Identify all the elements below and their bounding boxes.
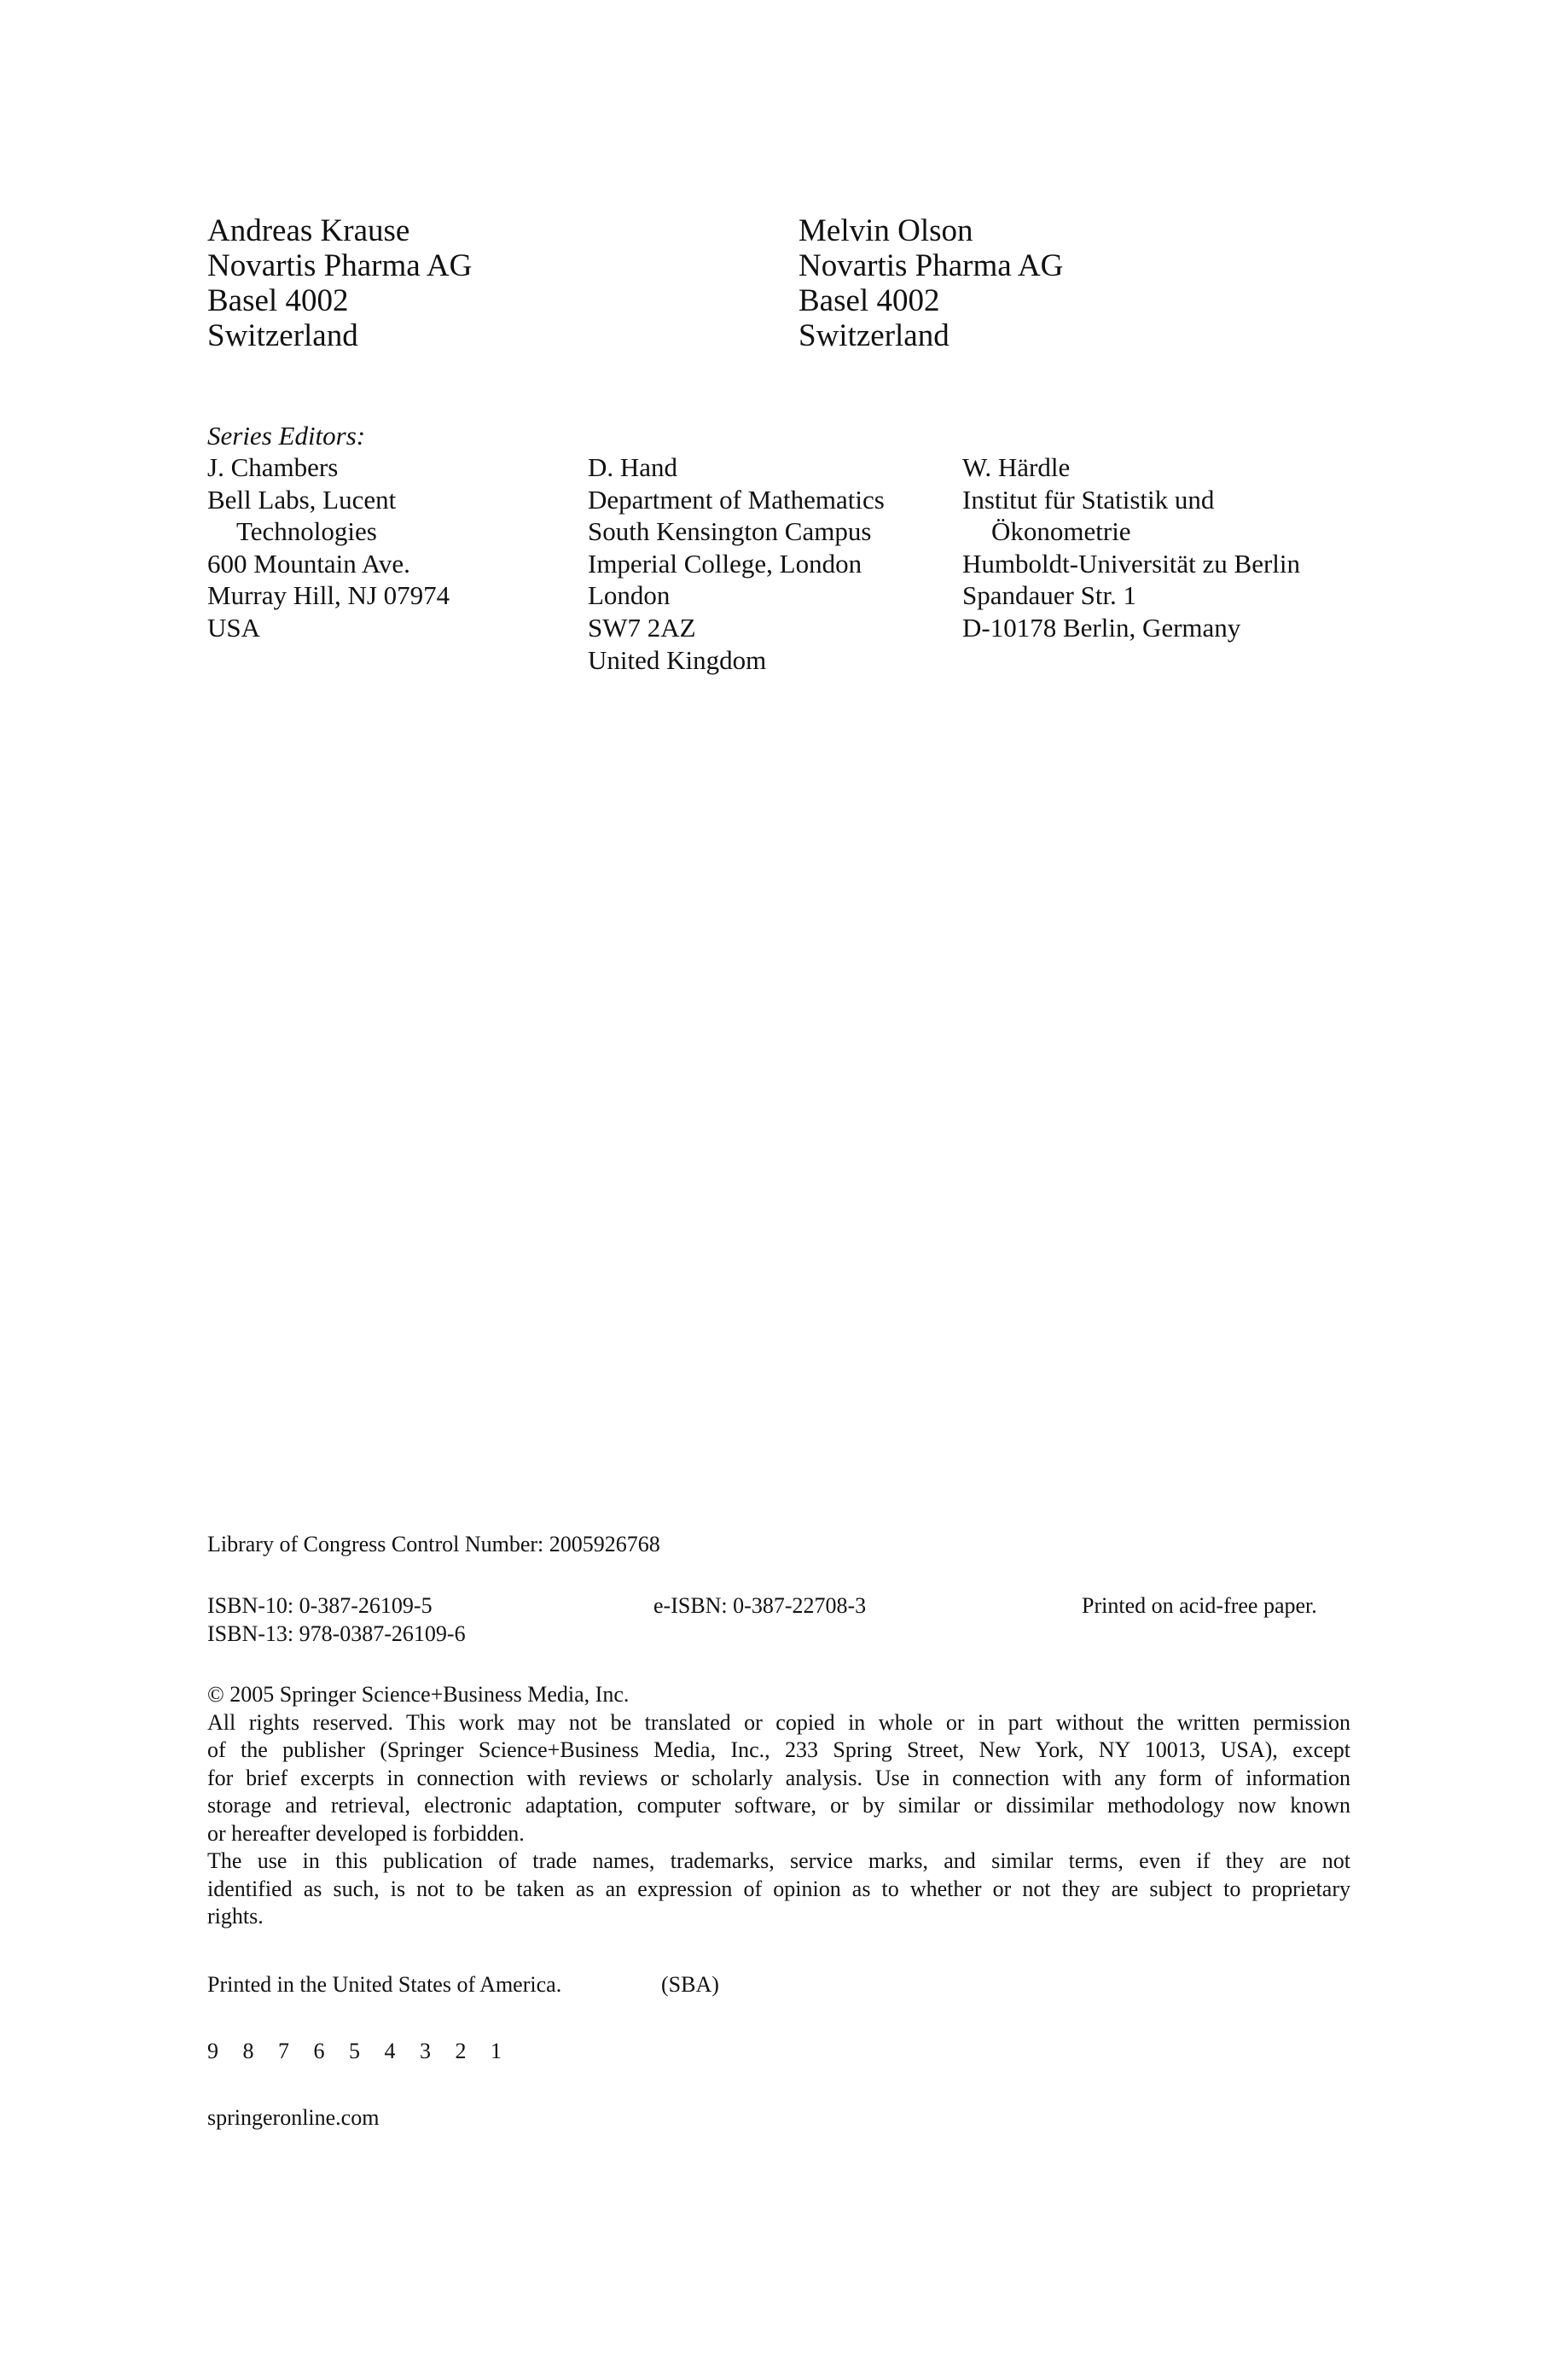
printer-code: (SBA) bbox=[661, 1972, 719, 1997]
editor-line: Imperial College, London bbox=[588, 548, 862, 579]
author-city: Basel 4002 bbox=[799, 283, 940, 318]
editor-line: Department of Mathematics bbox=[588, 484, 885, 515]
library-of-congress-number: Library of Congress Control Number: 2005926768 bbox=[207, 1532, 660, 1556]
trademark-line: rights. bbox=[207, 1904, 264, 1929]
editor-block-hand bbox=[588, 451, 885, 676]
editor-line: SW7 2AZ bbox=[588, 612, 696, 643]
editor-line: 600 Mountain Ave. bbox=[207, 548, 410, 579]
author-city: Basel 4002 bbox=[207, 283, 349, 318]
author-name: Andreas Krause bbox=[207, 213, 410, 248]
rights-line: storage and retrieval, electronic adaptation, computer software, or by similar or dissimilar methodology now known bbox=[207, 1793, 1350, 1818]
trademark-line: The use in this publication of trade names, trademarks, service marks, and similar terms, even if they are not bbox=[207, 1848, 1350, 1873]
editor-line: Bell Labs, Lucent bbox=[207, 484, 397, 515]
isbn-13: ISBN-13: 978-0387-26109-6 bbox=[207, 1620, 466, 1646]
author-block-krause bbox=[207, 213, 472, 353]
editor-line: Institut für Statistik und bbox=[962, 484, 1215, 515]
author-country: Switzerland bbox=[207, 318, 358, 353]
rights-line: of the publisher (Springer Science+Business Media, Inc., 233 Spring Street, New York, NY 10013, USA), except bbox=[207, 1737, 1350, 1762]
acid-free-note: Printed on acid-free paper. bbox=[1082, 1593, 1317, 1618]
editor-line: Spandauer Str. 1 bbox=[962, 580, 1137, 611]
author-block-olson bbox=[799, 213, 1063, 353]
editor-line: W. Härdle bbox=[962, 452, 1071, 482]
editor-line: Humboldt-Universität zu Berlin bbox=[962, 548, 1301, 579]
editor-block-chambers bbox=[207, 451, 450, 644]
publisher-website: springeronline.com bbox=[207, 2105, 380, 2130]
author-organization: Novartis Pharma AG bbox=[207, 248, 473, 283]
editor-line: J. Chambers bbox=[207, 452, 339, 482]
copyright-notice: © 2005 Springer Science+Business Media, Inc. bbox=[207, 1682, 630, 1707]
copyright-block bbox=[207, 1681, 1350, 1931]
editor-line: South Kensington Campus bbox=[588, 516, 872, 547]
rights-line: for brief excerpts in connection with reviews or scholarly analysis. Use in connection with any form of information bbox=[207, 1765, 1350, 1790]
series-editors-heading: Series Editors: bbox=[207, 421, 366, 451]
isbn-10: ISBN-10: 0-387-26109-5 bbox=[207, 1593, 433, 1618]
editor-line: D-10178 Berlin, Germany bbox=[962, 612, 1241, 643]
printed-in: Printed in the United States of America. bbox=[207, 1972, 562, 1997]
editor-line: Murray Hill, NJ 07974 bbox=[207, 580, 450, 611]
editor-block-hardle bbox=[962, 451, 1300, 644]
trademark-line: identified as such, is not to be taken as an expression of opinion as to whether or not they are subject to proprietary bbox=[207, 1876, 1350, 1901]
author-organization: Novartis Pharma AG bbox=[799, 248, 1064, 283]
editor-line: Technologies bbox=[236, 516, 377, 547]
e-isbn: e-ISBN: 0-387-22708-3 bbox=[653, 1593, 867, 1618]
isbn-block bbox=[207, 1592, 466, 1648]
rights-line: or hereafter developed is forbidden. bbox=[207, 1820, 525, 1846]
editor-line: United Kingdom bbox=[588, 644, 767, 675]
author-country: Switzerland bbox=[799, 318, 950, 353]
printing-numbers: 9 8 7 6 5 4 3 2 1 bbox=[207, 2039, 511, 2063]
editor-line: Ökonometrie bbox=[991, 516, 1131, 547]
editor-line: London bbox=[588, 580, 671, 611]
editor-line: D. Hand bbox=[588, 452, 678, 482]
rights-line: All rights reserved. This work may not be translated or copied in whole or in part without the written permission bbox=[207, 1709, 1350, 1735]
author-name: Melvin Olson bbox=[799, 213, 973, 248]
editor-line: USA bbox=[207, 612, 261, 643]
